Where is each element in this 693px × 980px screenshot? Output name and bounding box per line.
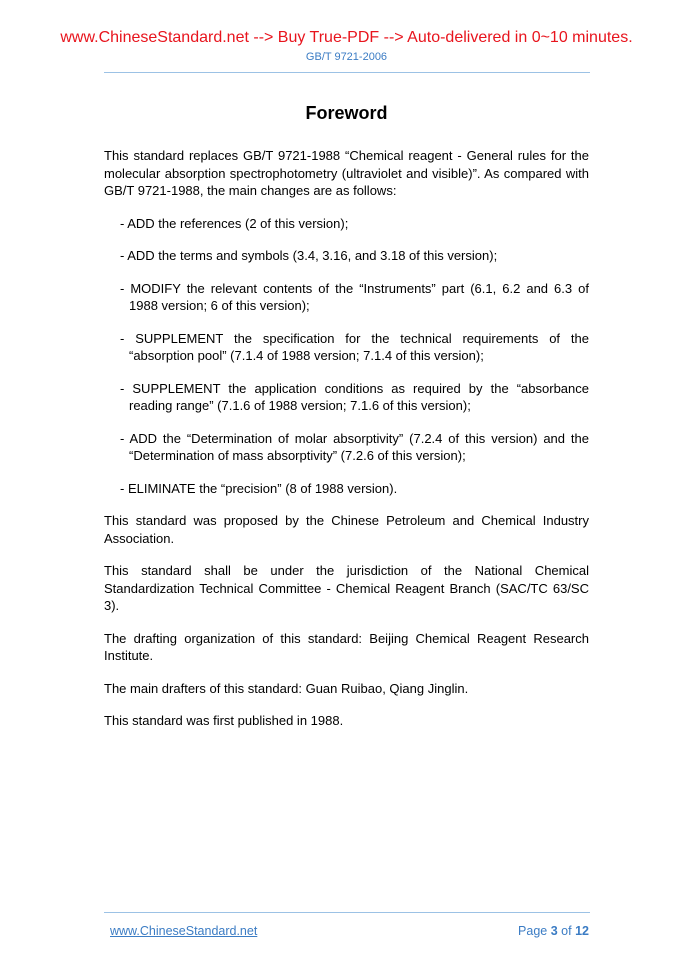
foreword-body (104, 147, 589, 745)
intro-paragraph: This standard replaces GB/T 9721-1988 “Chemical reagent - General rules for the molecular absorption spectrophotometry (ultraviolet and visible)”. As compared with GB/T 9721-1988, the main changes are as follows: (104, 148, 589, 198)
footer-divider (104, 912, 590, 913)
page-label: Page (518, 924, 548, 938)
page-current: 3 (550, 924, 558, 938)
page-number (518, 923, 589, 939)
drafters-paragraph: The main drafters of this standard: Guan Ruibao, Qiang Jinglin. (104, 680, 469, 696)
first-published-paragraph: This standard was first published in 1988. (104, 713, 344, 728)
list-item: - ADD the “Determination of molar absorptivity” (7.2.4 of this version) and the “Determination of mass absorptivity” (7.2.6 of this version); (120, 430, 589, 463)
drafting-org-paragraph: The drafting organization of this standard: Beijing Chemical Reagent Research Institute. (104, 630, 589, 663)
standard-code: GB/T 9721-2006 (305, 51, 388, 63)
proposed-by-paragraph: This standard was proposed by the Chinese Petroleum and Chemical Industry Association. (104, 513, 589, 546)
list-item: - MODIFY the relevant contents of the “Instruments” part (6.1, 6.2 and 6.3 of 1988 version; 6 of this version); (120, 280, 589, 313)
list-item: - SUPPLEMENT the application conditions as required by the “absorbance reading range” (7.1.6 of 1988 version; 7.1.6 of this version); (120, 380, 589, 413)
promo-banner[interactable]: www.ChineseStandard.net --> Buy True-PDF --> Auto-delivered in 0~10 minutes. (60, 29, 633, 46)
header-divider (104, 72, 590, 73)
changes-list (104, 215, 589, 498)
jurisdiction-paragraph: This standard shall be under the jurisdiction of the National Chemical Standardization Technical Committee - Chemical Reagent Branch (SAC/TC 63/SC 3). (104, 563, 589, 613)
page-of: of (561, 924, 572, 938)
list-item: - ELIMINATE the “precision” (8 of 1988 version). (120, 480, 398, 496)
footer-website-link[interactable]: www.ChineseStandard.net (110, 924, 258, 938)
list-item: - ADD the references (2 of this version); (120, 215, 349, 231)
list-item: - SUPPLEMENT the specification for the technical requirements of the “absorption pool” (7.1.4 of 1988 version; 7.1.4 of this version); (120, 330, 589, 363)
page-total: 12 (575, 924, 589, 938)
list-item: - ADD the terms and symbols (3.4, 3.16, and 3.18 of this version); (120, 248, 498, 263)
page-title: Foreword (305, 103, 388, 123)
